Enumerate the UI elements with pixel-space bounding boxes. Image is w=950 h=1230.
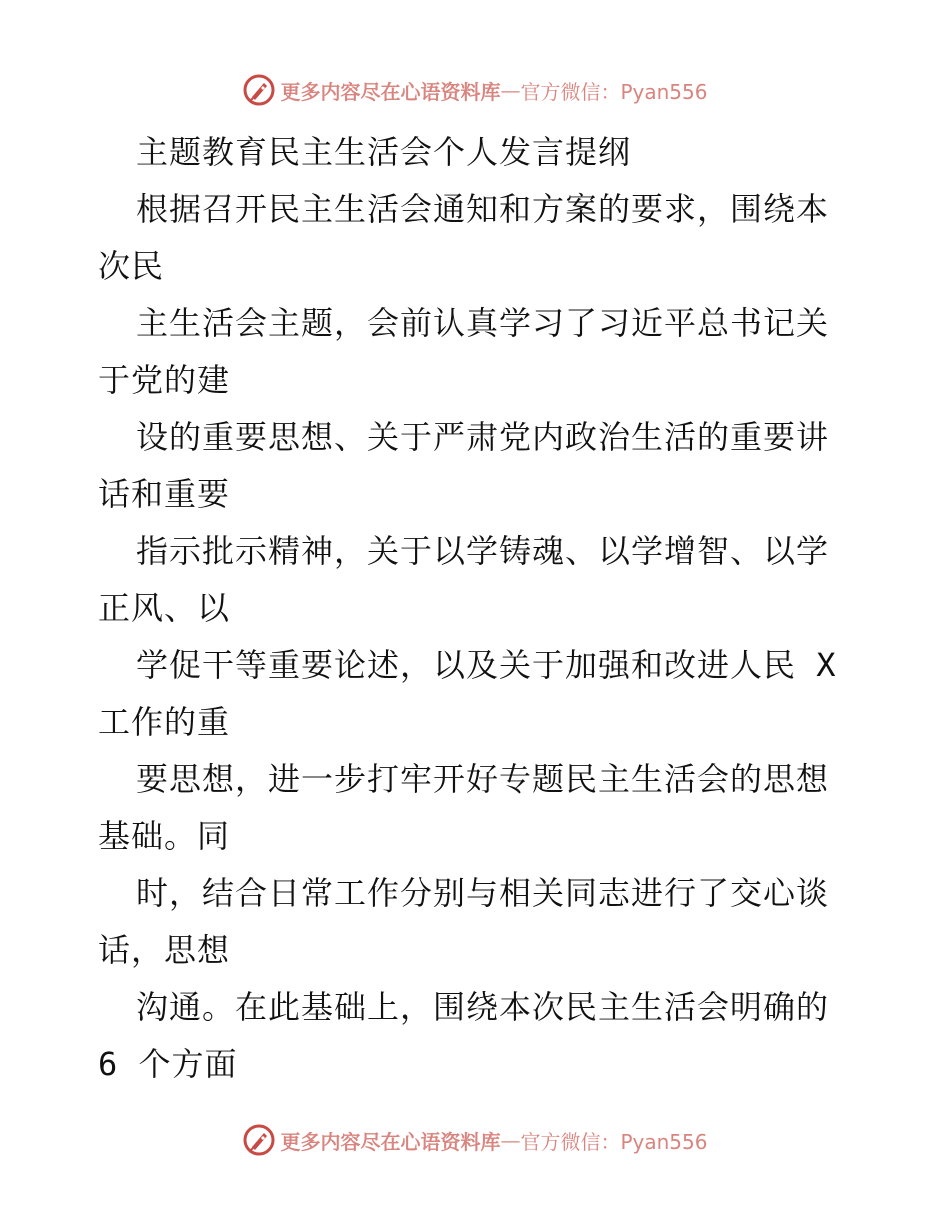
text-line: 话和重要 [98, 475, 231, 513]
text-line: 学促干等重要论述，以及关于加强和改进人民 X [136, 646, 837, 684]
text-line: 工作的重 [98, 703, 231, 741]
watermark-contact-text: 官方微信：Pyan556 [520, 1129, 708, 1154]
text-line: 主题教育民主生活会个人发言提纲 [136, 133, 632, 171]
text-line: 时，结合日常工作分别与相关同志进行了交心谈 [136, 874, 830, 912]
text-line: 指示批示精神，关于以学铸魂、以学增智、以学 [136, 532, 830, 570]
text-line: 话，思想 [98, 931, 231, 969]
text-line: 次民 [98, 247, 165, 285]
watermark-site-text: 更多内容尽在心语资料库 [280, 1129, 501, 1154]
text-line: 正风、以 [98, 589, 231, 627]
text-line: 设的重要思想、关于严肃党内政治生活的重要讲 [136, 418, 830, 456]
header-watermark [0, 70, 950, 110]
pen-nib-logo-icon [242, 73, 276, 107]
pen-nib-logo-icon [242, 1123, 276, 1157]
watermark-contact-text: 官方微信：Pyan556 [520, 79, 708, 104]
text-line: 主生活会主题，会前认真学习了习近平总书记关 [136, 304, 830, 342]
document-body [98, 124, 858, 1093]
watermark-site-text: 更多内容尽在心语资料库 [280, 79, 501, 104]
text-line: 基础。同 [98, 817, 231, 855]
watermark-separator: — [500, 1128, 521, 1152]
text-line: 根据召开民主生活会通知和方案的要求，围绕本 [136, 190, 830, 228]
text-line: 要思想，进一步打牢开好专题民主生活会的思想 [136, 760, 830, 798]
text-line: 沟通。在此基础上，围绕本次民主生活会明确的 [136, 988, 830, 1026]
footer-watermark [0, 1120, 950, 1160]
text-line: 于党的建 [98, 361, 231, 399]
watermark-separator: — [500, 78, 521, 102]
text-line: 6 个方面 [98, 1045, 238, 1083]
